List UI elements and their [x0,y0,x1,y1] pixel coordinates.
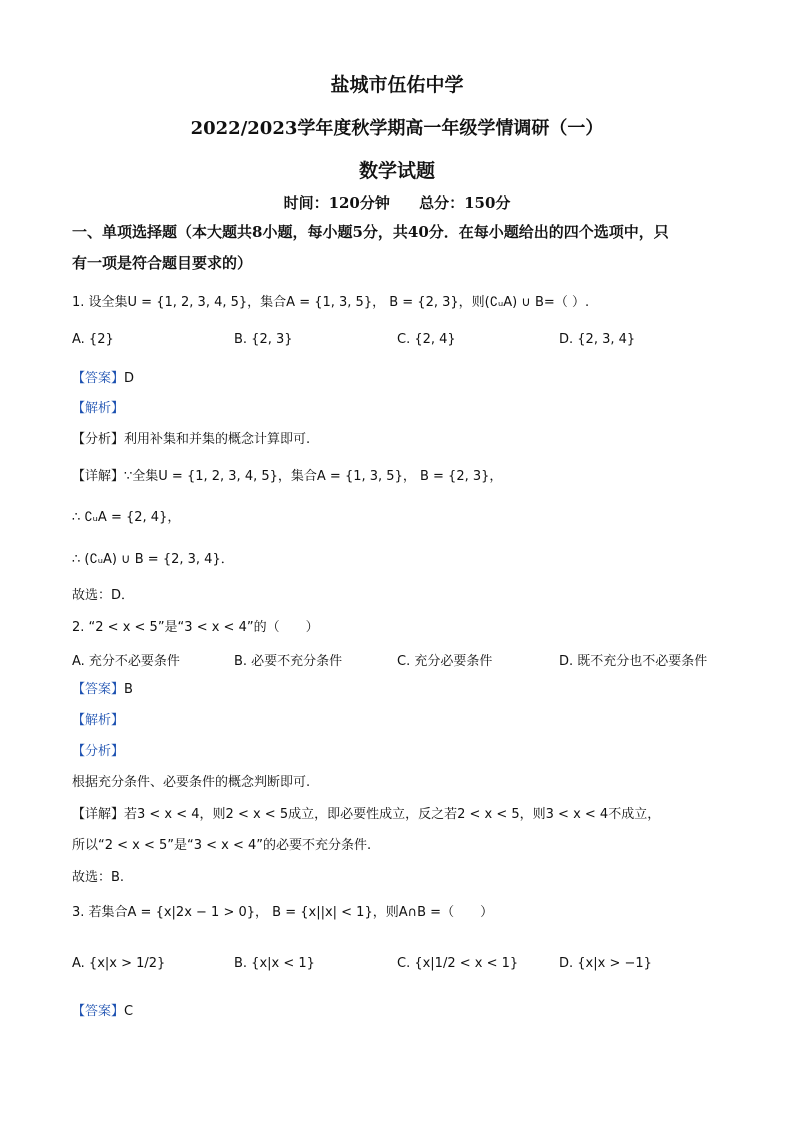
exam-info [0,192,794,213]
q2-conclusion: 所以“2 < x < 5”是“3 < x < 4”的必要不充分条件. [72,838,372,853]
q1-option-c: C. {2, 4} [397,332,456,347]
exam-score: 总分：150分 [419,194,511,212]
q3-stem: 3. 若集合A = {x|2x − 1 > 0}， B = {x||x| < 1}，则A∩B =（ ） [72,905,494,920]
q2-stem: 2. “2 < x < 5”是“3 < x < 4”的（ ） [72,620,319,635]
section-heading-line2: 有一项是符合题目要求的） [72,254,253,272]
q3-option-d: D. {x|x > −1} [559,956,652,971]
q3-answer-value: C [124,1004,134,1019]
q1-fenxi: 【分析】利用补集和并集的概念计算即可. [72,432,311,447]
q2-answer-label: 【答案】 [72,682,125,697]
q1-jiexi: 【解析】 [72,401,125,416]
q2-answer [72,681,133,699]
q2-answer-value: B [124,682,133,697]
q2-option-d: D. 既不充分也不必要条件 [559,654,708,669]
exam-title: 2022/2023学年度秋学期高一年级学情调研（一） [190,118,604,139]
q1-detail: 【详解】∵全集U = {1, 2, 3, 4, 5}，集合A = {1, 3, 5}， B = {2, 3}， [72,469,503,484]
q2-detail: 【详解】若3 < x < 4，则2 < x < 5成立，即必要性成立，反之若2 < x < 5，则3 < x < 4不成立， [72,807,661,822]
q1-answer-value: D [124,371,135,386]
q1-option-a: A. {2} [72,332,114,347]
q3-option-b: B. {x|x < 1} [234,956,315,971]
q2-option-a: A. 充分不必要条件 [72,654,180,669]
q2-choose: 故选：B. [72,870,125,885]
q2-fenxi: 【分析】 [72,744,125,759]
q1-step1: ∴ ∁ᵤA = {2, 4}， [72,510,181,525]
q3-answer [72,1003,133,1021]
school-title: 盐城市伍佑中学 [330,74,464,96]
q3-option-c: C. {x|1/2 < x < 1} [397,956,519,971]
q2-jiexi: 【解析】 [72,713,125,728]
q2-fenxi-text: 根据充分条件、必要条件的概念判断即可. [72,775,311,790]
q1-step2: ∴ (∁ᵤA) ∪ B = {2, 3, 4}． [72,552,234,567]
q2-option-c: C. 充分必要条件 [397,654,493,669]
q1-choose: 故选：D． [72,588,135,603]
q1-answer-label: 【答案】 [72,371,125,386]
q1-answer [72,370,134,388]
q3-option-a: A. {x|x > 1/2} [72,956,166,971]
subject-title: 数学试题 [358,160,435,182]
q1-stem: 1. 设全集U = {1, 2, 3, 4, 5}，集合A = {1, 3, 5}， B = {2, 3}，则(∁ᵤA) ∪ B=（ ）. [72,295,590,310]
exam-time: 时间：120分钟 [283,194,390,212]
q1-option-b: B. {2, 3} [234,332,293,347]
q3-answer-label: 【答案】 [72,1004,125,1019]
section-heading-line1: 一、单项选择题（本大题共8小题，每小题5分，共40分．在每小题给出的四个选项中，只 [72,223,669,241]
q1-option-d: D. {2, 3, 4} [559,332,636,347]
q2-option-b: B. 必要不充分条件 [234,654,343,669]
